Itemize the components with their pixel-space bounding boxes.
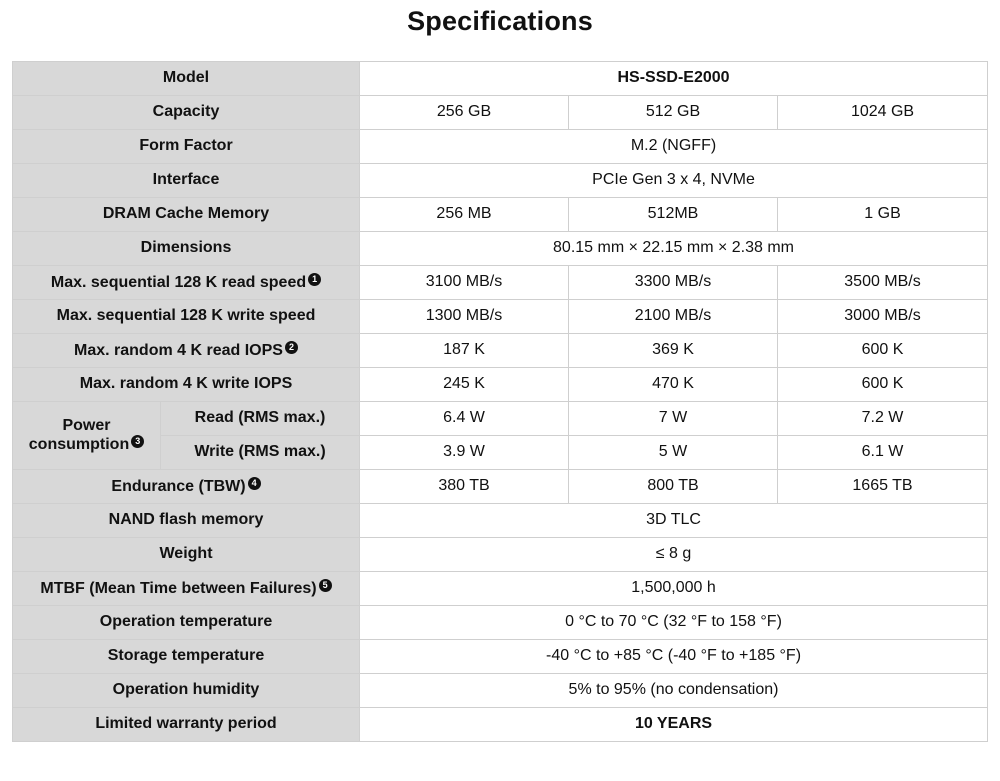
rand-read-value-3: 600 K bbox=[778, 334, 988, 368]
capacity-value-512: 512 GB bbox=[569, 96, 778, 130]
weight-value: ≤ 8 g bbox=[360, 538, 988, 572]
dimensions-value: 80.15 mm × 22.15 mm × 2.38 mm bbox=[360, 232, 988, 266]
row-endurance bbox=[13, 470, 988, 504]
row-rand-write bbox=[13, 368, 988, 402]
row-weight bbox=[13, 538, 988, 572]
rand-read-value-2: 369 K bbox=[569, 334, 778, 368]
capacity-label: Capacity bbox=[13, 96, 360, 130]
nand-label: NAND flash memory bbox=[13, 504, 360, 538]
storage-temperature-value: -40 °C to +85 °C (-40 °F to +185 °F) bbox=[360, 640, 988, 674]
model-label: Model bbox=[13, 62, 360, 96]
operation-humidity-label: Operation humidity bbox=[13, 674, 360, 708]
row-power-read bbox=[13, 402, 988, 436]
endurance-value-2: 800 TB bbox=[569, 470, 778, 504]
seq-read-value-1: 3100 MB/s bbox=[360, 266, 569, 300]
form-factor-label: Form Factor bbox=[13, 130, 360, 164]
row-operation-humidity bbox=[13, 674, 988, 708]
row-seq-read bbox=[13, 266, 988, 300]
specifications-table bbox=[12, 61, 988, 742]
rand-write-value-2: 470 K bbox=[569, 368, 778, 402]
footnote-badge: 5 bbox=[319, 579, 332, 592]
endurance-value-3: 1665 TB bbox=[778, 470, 988, 504]
capacity-value-1024: 1024 GB bbox=[778, 96, 988, 130]
seq-write-value-3: 3000 MB/s bbox=[778, 300, 988, 334]
row-interface bbox=[13, 164, 988, 198]
seq-read-value-3: 3500 MB/s bbox=[778, 266, 988, 300]
rand-write-label: Max. random 4 K write IOPS bbox=[13, 368, 360, 402]
warranty-value: 10 YEARS bbox=[360, 708, 988, 742]
operation-humidity-value: 5% to 95% (no condensation) bbox=[360, 674, 988, 708]
power-consumption-label bbox=[13, 402, 161, 470]
footnote-badge: 2 bbox=[285, 341, 298, 354]
footnote-badge: 3 bbox=[131, 435, 144, 448]
operation-temperature-value: 0 °C to 70 °C (32 °F to 158 °F) bbox=[360, 606, 988, 640]
interface-label: Interface bbox=[13, 164, 360, 198]
model-value: HS-SSD-E2000 bbox=[360, 62, 988, 96]
row-warranty bbox=[13, 708, 988, 742]
endurance-label-text: Endurance (TBW) bbox=[111, 477, 246, 495]
page-title: Specifications bbox=[407, 6, 593, 36]
rand-read-value-1: 187 K bbox=[360, 334, 569, 368]
rand-read-label bbox=[13, 334, 360, 368]
dram-value-1: 256 MB bbox=[360, 198, 569, 232]
row-mtbf bbox=[13, 572, 988, 606]
seq-write-value-2: 2100 MB/s bbox=[569, 300, 778, 334]
row-rand-read bbox=[13, 334, 988, 368]
warranty-label: Limited warranty period bbox=[13, 708, 360, 742]
mtbf-value: 1,500,000 h bbox=[360, 572, 988, 606]
power-label-line2: consumption bbox=[28, 436, 130, 453]
dram-value-3: 1 GB bbox=[778, 198, 988, 232]
capacity-value-256: 256 GB bbox=[360, 96, 569, 130]
storage-temperature-label: Storage temperature bbox=[13, 640, 360, 674]
row-nand bbox=[13, 504, 988, 538]
row-capacity bbox=[13, 96, 988, 130]
nand-value: 3D TLC bbox=[360, 504, 988, 538]
rand-write-value-3: 600 K bbox=[778, 368, 988, 402]
power-read-value-3: 7.2 W bbox=[778, 402, 988, 436]
power-read-label: Read (RMS max.) bbox=[161, 402, 360, 436]
rand-read-label-text: Max. random 4 K read IOPS bbox=[74, 341, 283, 359]
endurance-label bbox=[13, 470, 360, 504]
power-write-value-1: 3.9 W bbox=[360, 436, 569, 470]
power-write-value-2: 5 W bbox=[569, 436, 778, 470]
row-dram bbox=[13, 198, 988, 232]
seq-read-label bbox=[13, 266, 360, 300]
power-read-value-2: 7 W bbox=[569, 402, 778, 436]
row-dimensions bbox=[13, 232, 988, 266]
weight-label: Weight bbox=[13, 538, 360, 572]
dram-label: DRAM Cache Memory bbox=[13, 198, 360, 232]
row-seq-write bbox=[13, 300, 988, 334]
footnote-badge: 1 bbox=[308, 273, 321, 286]
power-read-value-1: 6.4 W bbox=[360, 402, 569, 436]
footnote-badge: 4 bbox=[248, 477, 261, 490]
power-write-value-3: 6.1 W bbox=[778, 436, 988, 470]
seq-read-label-text: Max. sequential 128 K read speed bbox=[50, 273, 307, 291]
power-write-label: Write (RMS max.) bbox=[161, 436, 360, 470]
row-model bbox=[13, 62, 988, 96]
dram-value-2: 512MB bbox=[569, 198, 778, 232]
seq-write-value-1: 1300 MB/s bbox=[360, 300, 569, 334]
dimensions-label: Dimensions bbox=[13, 232, 360, 266]
row-storage-temperature bbox=[13, 640, 988, 674]
rand-write-value-1: 245 K bbox=[360, 368, 569, 402]
row-form-factor bbox=[13, 130, 988, 164]
power-label-line1: Power bbox=[62, 416, 111, 434]
endurance-value-1: 380 TB bbox=[360, 470, 569, 504]
form-factor-value: M.2 (NGFF) bbox=[360, 130, 988, 164]
seq-read-value-2: 3300 MB/s bbox=[569, 266, 778, 300]
operation-temperature-label: Operation temperature bbox=[13, 606, 360, 640]
mtbf-label bbox=[13, 572, 360, 606]
row-operation-temperature bbox=[13, 606, 988, 640]
seq-write-label: Max. sequential 128 K write speed bbox=[13, 300, 360, 334]
interface-value: PCIe Gen 3 x 4, NVMe bbox=[360, 164, 988, 198]
mtbf-label-text: MTBF (Mean Time between Failures) bbox=[40, 579, 317, 597]
